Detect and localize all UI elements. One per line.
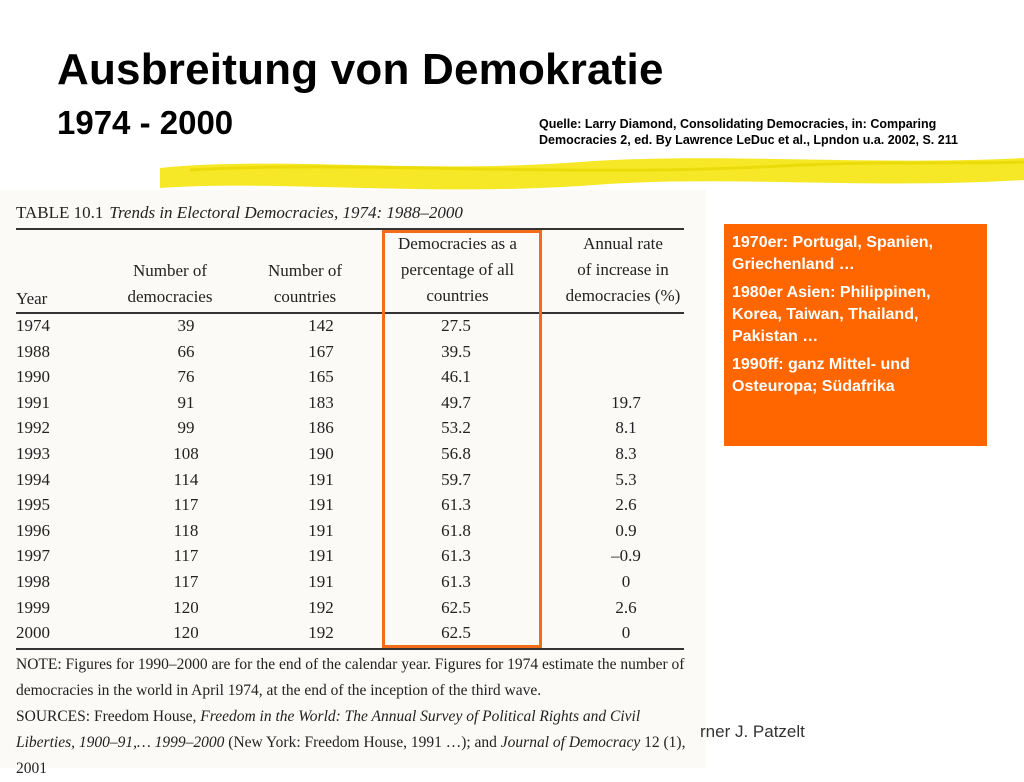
cell-democracies: 114: [173, 469, 199, 489]
cell-rate: 8.1: [615, 418, 637, 438]
col-header-rate-line2: of increase in: [577, 260, 669, 279]
cell-rate: –0.9: [611, 546, 641, 566]
table-row: [16, 316, 676, 342]
table-caption: [16, 203, 463, 223]
cell-year: 1999: [16, 597, 50, 617]
cell-rate: 19.7: [611, 392, 641, 412]
author-footer: rner J. Patzelt: [700, 722, 805, 741]
cell-percentage: 62.5: [441, 597, 471, 617]
cell-percentage: 27.5: [441, 316, 471, 335]
cell-year: 1997: [16, 546, 50, 566]
slide-title: Ausbreitung von Demokratie: [57, 45, 664, 94]
cell-countries: 191: [308, 495, 334, 515]
col-header-rate-line1: Annual rate: [583, 234, 663, 253]
cell-democracies: 91: [177, 392, 195, 412]
cell-year: 1994: [16, 469, 50, 489]
cell-democracies: 118: [173, 520, 199, 540]
cell-rate: 0: [621, 623, 631, 643]
highlighter-stroke: [160, 128, 1024, 198]
callout-item-1980s: 1980er Asien: Philippinen, Korea, Taiwan, Thailand, Pakistan …: [732, 284, 931, 345]
cell-percentage: 46.1: [441, 367, 471, 387]
table-row: [16, 342, 676, 368]
percentage-column-highlight: [382, 230, 542, 648]
cell-countries: 191: [308, 469, 334, 489]
cell-percentage: 61.3: [441, 546, 471, 566]
table-sources-prefix: SOURCES: Freedom House,: [16, 708, 201, 725]
cell-year: 1993: [16, 444, 50, 463]
table-rule-header: [16, 312, 684, 314]
cell-year: 1974: [16, 316, 50, 335]
cell-year: 1996: [16, 520, 50, 540]
table-rule-bottom: [16, 648, 684, 650]
cell-countries: 186: [308, 418, 334, 438]
cell-democracies: 117: [173, 572, 199, 591]
cell-democracies: 39: [177, 316, 195, 335]
cell-year: 1988: [16, 341, 50, 361]
cell-democracies: 66: [177, 341, 195, 361]
cell-countries: 192: [308, 597, 334, 617]
table-row: [16, 495, 676, 521]
col-header-democracies-line1: Number of: [132, 261, 208, 280]
cell-rate: 0.9: [615, 520, 637, 540]
cell-democracies: 120: [173, 623, 199, 643]
table-row: [16, 623, 676, 649]
table-row: [16, 521, 676, 547]
cell-countries: 191: [308, 572, 334, 591]
cell-democracies: 117: [173, 495, 199, 515]
table-row: [16, 598, 676, 624]
col-header-democracies-line2: democracies: [127, 287, 213, 306]
col-header-percentage-line3: countries: [426, 286, 489, 305]
table-caption-title: Trends in Electoral Democracies, 1974: 1988–2000: [109, 203, 463, 222]
cell-rate: 0: [621, 572, 631, 591]
cell-percentage: 56.8: [441, 444, 471, 463]
col-header-countries: [245, 258, 365, 310]
cell-percentage: 53.2: [441, 418, 471, 438]
cell-year: 2000: [16, 623, 50, 643]
cell-rate: 5.3: [615, 469, 637, 489]
col-header-countries-line1: Number of: [267, 261, 343, 280]
table-row: [16, 393, 676, 419]
col-header-rate: [548, 231, 698, 309]
cell-countries: 190: [308, 444, 334, 463]
table-row: [16, 546, 676, 572]
cell-countries: 191: [308, 520, 334, 540]
cell-countries: 165: [308, 367, 334, 387]
cell-democracies: 120: [173, 597, 199, 617]
cell-democracies: 117: [173, 546, 199, 566]
table-row: [16, 367, 676, 393]
cell-rate: 2.6: [615, 597, 637, 617]
col-header-countries-line2: countries: [273, 287, 337, 306]
col-header-democracies: [110, 258, 230, 310]
col-header-year: Year: [16, 289, 48, 308]
cell-percentage: 61.3: [441, 495, 471, 515]
table-sources-title-1: Freedom in the World: The Annual Survey of Political Rights and Civil Liberties, 1900–91,… 1999–2000: [16, 708, 641, 751]
col-header-percentage-line2: percentage of all: [400, 260, 515, 279]
table-sources: [16, 704, 696, 782]
cell-democracies: 99: [177, 418, 195, 438]
table-sources-suffix: 12 (1), 2001: [16, 734, 686, 777]
cell-democracies: 76: [177, 367, 195, 387]
cell-year: 1995: [16, 495, 50, 515]
callout-item-1970s: 1970er: Portugal, Spanien, Griechenland …: [732, 234, 933, 273]
slide-subtitle: 1974 - 2000: [57, 104, 234, 141]
cell-percentage: 49.7: [441, 392, 471, 412]
table-footnote: [16, 652, 696, 782]
table-caption-label: TABLE 10.1: [16, 203, 104, 222]
table-sources-title-2: Journal of Democracy: [500, 734, 641, 751]
table-note: NOTE: Figures for 1990–2000 are for the end of the calendar year. Figures for 1974 estimate the number of democracies in the world in April 1974, at the end of the inception of the third wave.: [16, 656, 685, 699]
cell-countries: 192: [308, 623, 334, 643]
callout-item-1990s: 1990ff: ganz Mittel- und Osteuropa; Südafrika: [732, 356, 910, 395]
cell-countries: 183: [308, 392, 334, 412]
cell-year: 1991: [16, 392, 50, 412]
cell-democracies: 108: [173, 444, 199, 463]
source-line-2: Democracies 2, ed. By Lawrence LeDuc et al., Lpndon u.a. 2002, S. 211: [539, 133, 958, 147]
cell-percentage: 59.7: [441, 469, 471, 489]
cell-percentage: 61.3: [441, 572, 471, 591]
cell-year: 1990: [16, 367, 50, 387]
col-header-rate-line3: democracies (%): [565, 286, 681, 305]
callout-box: [724, 224, 987, 446]
table-row: [16, 444, 676, 470]
cell-percentage: 62.5: [441, 623, 471, 643]
cell-rate: 8.3: [615, 444, 637, 463]
table-row: [16, 470, 676, 496]
cell-year: 1992: [16, 418, 50, 438]
col-header-percentage-line1: Democracies as a: [398, 234, 517, 253]
table-sources-mid: (New York: Freedom House, 1991 …); and: [224, 734, 501, 751]
cell-countries: 191: [308, 546, 334, 566]
source-line-1: Quelle: Larry Diamond, Consolidating Democracies, in: Comparing: [539, 117, 937, 131]
cell-year: 1998: [16, 572, 50, 591]
cell-countries: 167: [308, 341, 334, 361]
cell-percentage: 61.8: [441, 520, 471, 540]
cell-countries: 142: [308, 316, 334, 335]
table-rule-top: [16, 228, 684, 230]
table-row: [16, 418, 676, 444]
cell-percentage: 39.5: [441, 341, 471, 361]
cell-rate: 2.6: [615, 495, 637, 515]
table-row: [16, 572, 676, 598]
